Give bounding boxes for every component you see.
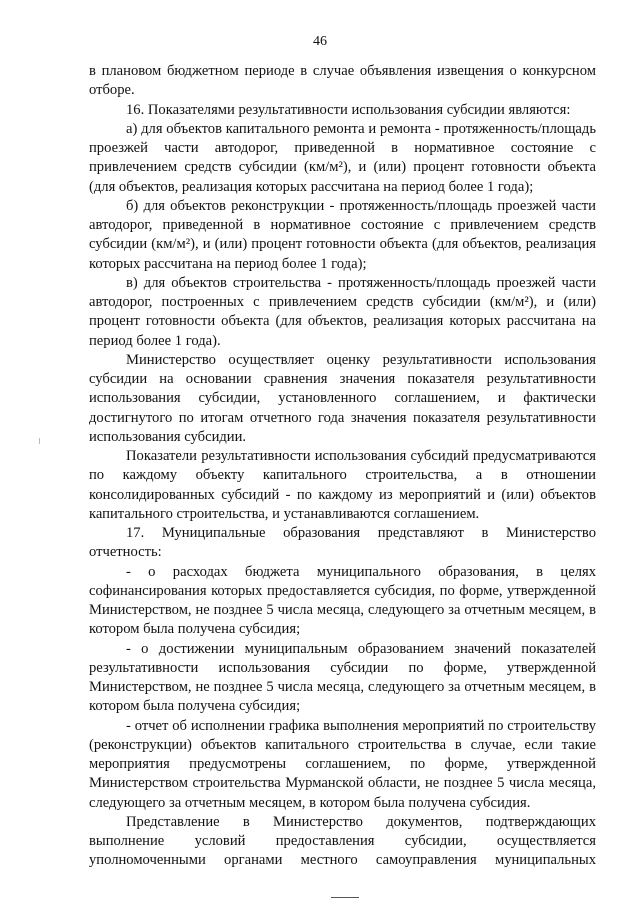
paragraph-16b: б) для объектов реконструкции - протяженность/площадь проезжей части автодорог, приведенной в нормативное состояние с привлечением средств субсидии (км/м²), и (или) процент готовности объекта (для объектов, реализация которых рассчитана на период более 1 года); xyxy=(89,197,596,272)
footer-line xyxy=(331,897,359,898)
paragraph-17-schedule: - отчет об исполнении графика выполнения мероприятий по строительству (реконструкции) объектов капитального строительства в случае, если такие мероприятия предусмотрены соглашением, по форме, утвержденной Министерством строительства Мурманской области, не позднее 5 числа месяца, следующего за отчетным месяцем, в котором была получена субсидия. xyxy=(89,717,596,811)
paragraph-17-expenses: - о расходах бюджета муниципального образования, в целях софинансирования которых предоставляется субсидия, по форме, утвержденной Министерством, не позднее 5 числа месяца, следующего за отчетным месяцем, в котором была получена субсидия; xyxy=(89,563,596,638)
scan-margin-mark xyxy=(39,438,40,444)
page-number: 46 xyxy=(313,34,327,49)
paragraph-16a: а) для объектов капитального ремонта и ремонта - протяженность/площадь проезжей части автодорог, приведенной в нормативное состояние с привлечением средств субсидии (км/м²), и (или) процент готовности объекта (для объектов, реализация которых рассчитана на период более 1 года); xyxy=(89,120,596,195)
paragraph-assessment: Министерство осуществляет оценку результативности использования субсидии на основании сравнения значения показателя результативности использования субсидии, установленного соглашением, и фактически достигнутого по итогам отчетного года значения показателя результативности использования субсидии. xyxy=(89,351,596,445)
paragraph-17-heading: 17. Муниципальные образования представляют в Министерство отчетность: xyxy=(89,525,596,561)
document-body xyxy=(89,62,596,871)
paragraph-intro: в плановом бюджетном периоде в случае объявления извещения о конкурсном отборе. xyxy=(89,63,596,99)
paragraph-submission: Представление в Министерство документов, подтверждающих выполнение условий предоставления субсидии, осуществляется уполномоченными органами местного самоуправления муниципальных xyxy=(89,813,596,869)
paragraph-16c: в) для объектов строительства - протяженность/площадь проезжей части автодорог, построенных с привлечением средств субсидии (км/м²), и (или) процент готовности объекта (для объектов, реализация которых рассчитана на период более 1 года). xyxy=(89,274,596,349)
paragraph-indicators: Показатели результативности использования субсидий предусматриваются по каждому объекту капитального строительства, а в отношении консолидированных субсидий - по каждому из мероприятий и (или) объектов капитального строительства, и устанавливаются соглашением. xyxy=(89,448,596,522)
paragraph-16-heading: 16. Показателями результативности использования субсидии являются: xyxy=(126,101,571,118)
paragraph-17-achievement: - о достижении муниципальным образованием значений показателей результативности использования субсидии по форме, утвержденной Министерством, не позднее 5 числа месяца, следующего за отчетным месяцем, в котором была получена субсидия; xyxy=(89,640,596,715)
